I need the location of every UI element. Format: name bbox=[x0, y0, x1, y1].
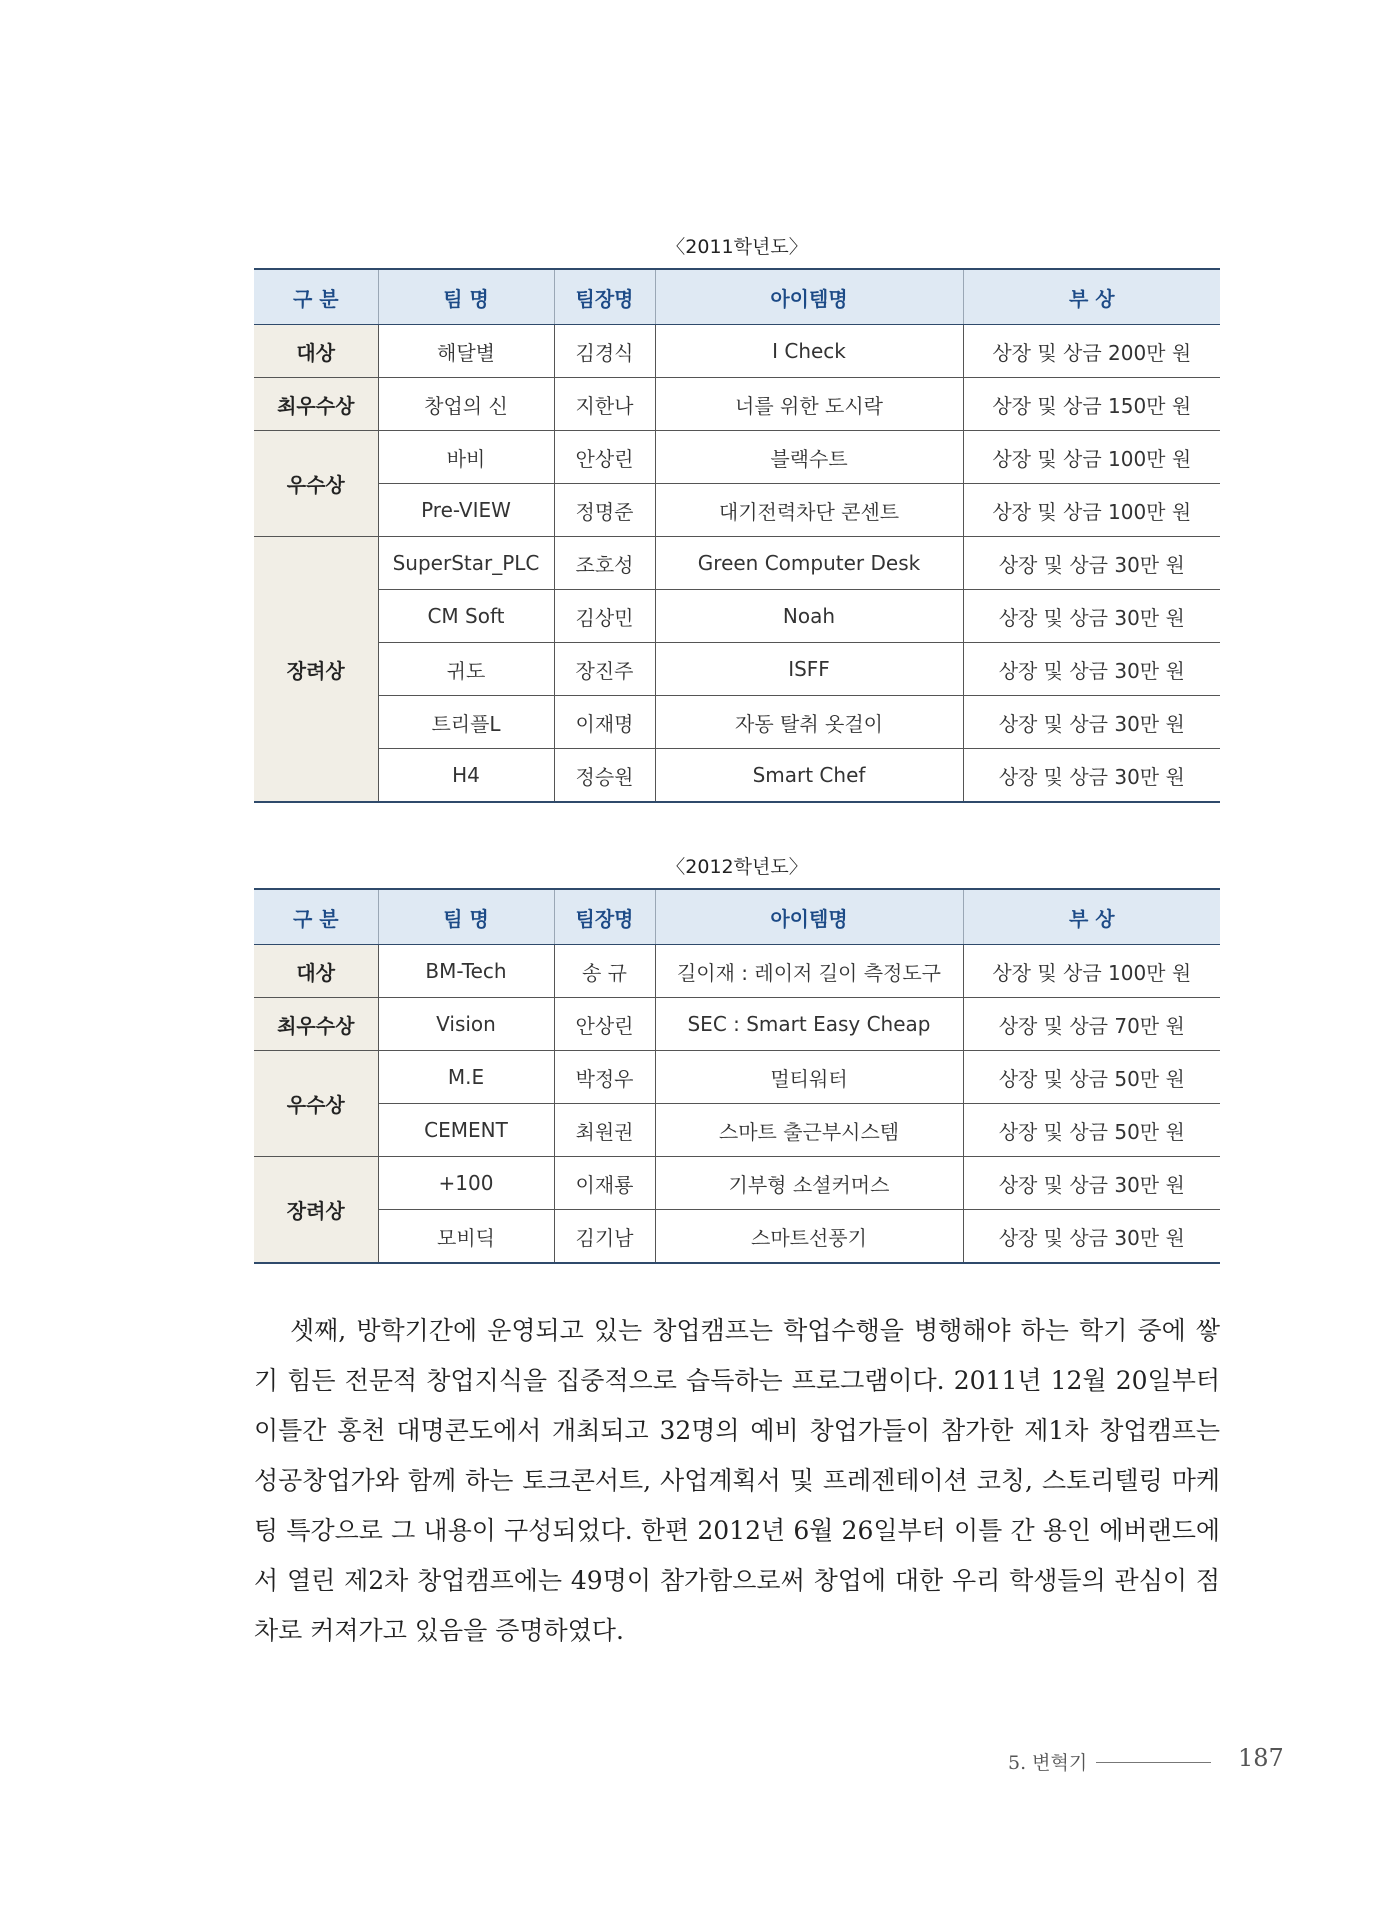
header-prize: 부 상 bbox=[963, 269, 1220, 325]
team-cell: M.E bbox=[378, 1051, 554, 1104]
table-row bbox=[254, 1051, 1220, 1104]
team-cell: CEMENT bbox=[378, 1104, 554, 1157]
prize-cell: 상장 및 상금 100만 원 bbox=[963, 431, 1220, 484]
team-cell: 모비딕 bbox=[378, 1210, 554, 1264]
leader-cell: 김기남 bbox=[554, 1210, 655, 1264]
team-cell: 해달별 bbox=[378, 325, 554, 378]
leader-cell: 김경식 bbox=[554, 325, 655, 378]
table-row bbox=[254, 643, 1220, 696]
category-cell: 장려상 bbox=[254, 1157, 378, 1264]
team-cell: 트리플L bbox=[378, 696, 554, 749]
page-number: 187 bbox=[1238, 1744, 1284, 1772]
prize-cell: 상장 및 상금 150만 원 bbox=[963, 378, 1220, 431]
team-cell: SuperStar_PLC bbox=[378, 537, 554, 590]
category-cell: 우수상 bbox=[254, 1051, 378, 1157]
item-cell: 기부형 소셜커머스 bbox=[655, 1157, 963, 1210]
leader-cell: 정승원 bbox=[554, 749, 655, 803]
team-cell: Vision bbox=[378, 998, 554, 1051]
team-cell: CM Soft bbox=[378, 590, 554, 643]
item-cell: Green Computer Desk bbox=[655, 537, 963, 590]
team-cell: Pre-VIEW bbox=[378, 484, 554, 537]
team-cell: H4 bbox=[378, 749, 554, 803]
prize-cell: 상장 및 상금 200만 원 bbox=[963, 325, 1220, 378]
body-paragraph bbox=[254, 1306, 1220, 1656]
table-row bbox=[254, 325, 1220, 378]
header-item: 아이템명 bbox=[655, 269, 963, 325]
item-cell: 길이재 : 레이저 길이 측정도구 bbox=[655, 945, 963, 998]
prize-cell: 상장 및 상금 100만 원 bbox=[963, 945, 1220, 998]
awards-table-2012 bbox=[254, 888, 1220, 1264]
prize-cell: 상장 및 상금 30만 원 bbox=[963, 696, 1220, 749]
footer-rule bbox=[1096, 1762, 1211, 1763]
prize-cell: 상장 및 상금 100만 원 bbox=[963, 484, 1220, 537]
prize-cell: 상장 및 상금 30만 원 bbox=[963, 590, 1220, 643]
item-cell: 대기전력차단 콘센트 bbox=[655, 484, 963, 537]
page-footer bbox=[990, 1744, 1290, 1778]
table-row bbox=[254, 431, 1220, 484]
header-team: 팀 명 bbox=[378, 889, 554, 945]
prize-cell: 상장 및 상금 50만 원 bbox=[963, 1051, 1220, 1104]
prize-cell: 상장 및 상금 50만 원 bbox=[963, 1104, 1220, 1157]
leader-cell: 조호성 bbox=[554, 537, 655, 590]
team-cell: +100 bbox=[378, 1157, 554, 1210]
leader-cell: 정명준 bbox=[554, 484, 655, 537]
header-category: 구 분 bbox=[254, 889, 378, 945]
table-row bbox=[254, 945, 1220, 998]
leader-cell: 이재룡 bbox=[554, 1157, 655, 1210]
item-cell: 스마트선풍기 bbox=[655, 1210, 963, 1264]
category-cell: 대상 bbox=[254, 945, 378, 998]
item-cell: SEC : Smart Easy Cheap bbox=[655, 998, 963, 1051]
category-cell: 최우수상 bbox=[254, 378, 378, 431]
item-cell: 스마트 출근부시스템 bbox=[655, 1104, 963, 1157]
chapter-label: 5. 변혁기 bbox=[1008, 1752, 1088, 1774]
paragraph-text: 셋째, 방학기간에 운영되고 있는 창업캠프는 학업수행을 병행해야 하는 학기 중에 쌓기 힘든 전문적 창업지식을 집중적으로 습득하는 프로그램이다. 2011년 12월 20일부터 이틀간 홍천 대명콘도에서 개최되고 32명의 예비 창업가들이 참가한 제1차 창업캠프는 성공창업가와 함께 하는 토크콘서트, 사업계획서 및 프레젠테이션 코칭, 스토리텔링 마케팅 특강으로 그 내용이 구성되었다. 한편 2012년 6월 26일부터 이틀 간 용인 에버랜드에서 열린 제2차 창업캠프에는 49명이 참가함으로써 창업에 대한 우리 학생들의 관심이 점차로 커져가고 있음을 증명하였다. bbox=[254, 1316, 1220, 1645]
table-row bbox=[254, 696, 1220, 749]
item-cell: Smart Chef bbox=[655, 749, 963, 803]
table-row bbox=[254, 378, 1220, 431]
table-row bbox=[254, 484, 1220, 537]
category-cell: 최우수상 bbox=[254, 998, 378, 1051]
leader-cell: 안상린 bbox=[554, 431, 655, 484]
table-row bbox=[254, 1104, 1220, 1157]
prize-cell: 상장 및 상금 30만 원 bbox=[963, 1210, 1220, 1264]
team-cell: 창업의 신 bbox=[378, 378, 554, 431]
table-row bbox=[254, 998, 1220, 1051]
prize-cell: 상장 및 상금 30만 원 bbox=[963, 537, 1220, 590]
category-cell: 장려상 bbox=[254, 537, 378, 803]
item-cell: Noah bbox=[655, 590, 963, 643]
team-cell: 귀도 bbox=[378, 643, 554, 696]
leader-cell: 안상린 bbox=[554, 998, 655, 1051]
item-cell: I Check bbox=[655, 325, 963, 378]
leader-cell: 박정우 bbox=[554, 1051, 655, 1104]
leader-cell: 이재명 bbox=[554, 696, 655, 749]
leader-cell: 김상민 bbox=[554, 590, 655, 643]
leader-cell: 장진주 bbox=[554, 643, 655, 696]
table-row bbox=[254, 1157, 1220, 1210]
prize-cell: 상장 및 상금 30만 원 bbox=[963, 1157, 1220, 1210]
header-category: 구 분 bbox=[254, 269, 378, 325]
leader-cell: 최원권 bbox=[554, 1104, 655, 1157]
category-cell: 우수상 bbox=[254, 431, 378, 537]
leader-cell: 송 규 bbox=[554, 945, 655, 998]
table-row bbox=[254, 1210, 1220, 1264]
prize-cell: 상장 및 상금 30만 원 bbox=[963, 643, 1220, 696]
table-row bbox=[254, 590, 1220, 643]
table-row bbox=[254, 749, 1220, 803]
item-cell: 너를 위한 도시락 bbox=[655, 378, 963, 431]
category-cell: 대상 bbox=[254, 325, 378, 378]
table-2012-caption: 〈2012학년도〉 bbox=[666, 856, 808, 878]
item-cell: ISFF bbox=[655, 643, 963, 696]
table-row bbox=[254, 537, 1220, 590]
header-team: 팀 명 bbox=[378, 269, 554, 325]
header-leader: 팀장명 bbox=[554, 269, 655, 325]
awards-table-2011 bbox=[254, 268, 1220, 803]
prize-cell: 상장 및 상금 30만 원 bbox=[963, 749, 1220, 803]
header-prize: 부 상 bbox=[963, 889, 1220, 945]
item-cell: 블랙수트 bbox=[655, 431, 963, 484]
item-cell: 멀티워터 bbox=[655, 1051, 963, 1104]
leader-cell: 지한나 bbox=[554, 378, 655, 431]
header-item: 아이템명 bbox=[655, 889, 963, 945]
header-leader: 팀장명 bbox=[554, 889, 655, 945]
item-cell: 자동 탈취 옷걸이 bbox=[655, 696, 963, 749]
prize-cell: 상장 및 상금 70만 원 bbox=[963, 998, 1220, 1051]
team-cell: BM-Tech bbox=[378, 945, 554, 998]
team-cell: 바비 bbox=[378, 431, 554, 484]
table-2011-caption: 〈2011학년도〉 bbox=[666, 236, 808, 258]
